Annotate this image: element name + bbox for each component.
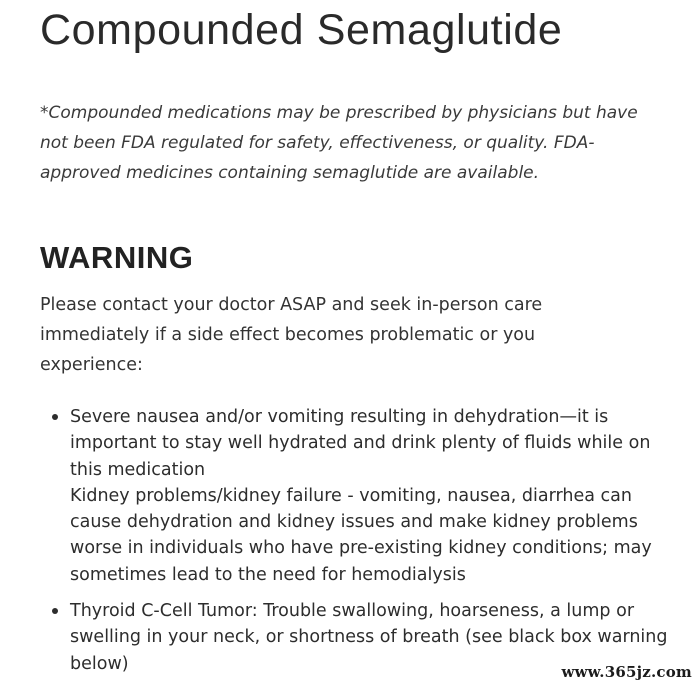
side-effect-item [70,404,670,588]
page-title: Compounded Semaglutide [40,6,563,54]
article-content [40,0,670,687]
warning-intro: Please contact your doctor ASAP and seek in-person care immediately if a side effect becomes problematic or you experience: [40,295,543,375]
site-watermark: www.365jz.com [561,663,692,681]
side-effect-text: Severe nausea and/or vomiting resulting in dehydration—it is important to stay well hydrated and drink plenty of fluids while on this medication [70,407,651,480]
side-effect-text: Thyroid C-Cell Tumor: Trouble swallowing, hoarseness, a lump or swelling in your neck, or shortness of breath (see black box warning below) [70,601,668,674]
bullet-icon [52,608,58,614]
fda-disclaimer: *Compounded medications may be prescribed by physicians but have not been FDA regulated for safety, effectiveness, or quality. FDA-approved medicines containing semaglutide are available. [40,103,638,183]
side-effects-list [40,404,670,677]
side-effect-continuation: Kidney problems/kidney failure - vomiting, nausea, diarrhea can cause dehydration and kidney issues and make kidney problems worse in individuals who have pre-existing kidney conditions; may sometimes lead to the need for hemodialysis [70,485,652,585]
bullet-icon [52,414,58,420]
warning-heading: WARNING [40,240,194,275]
